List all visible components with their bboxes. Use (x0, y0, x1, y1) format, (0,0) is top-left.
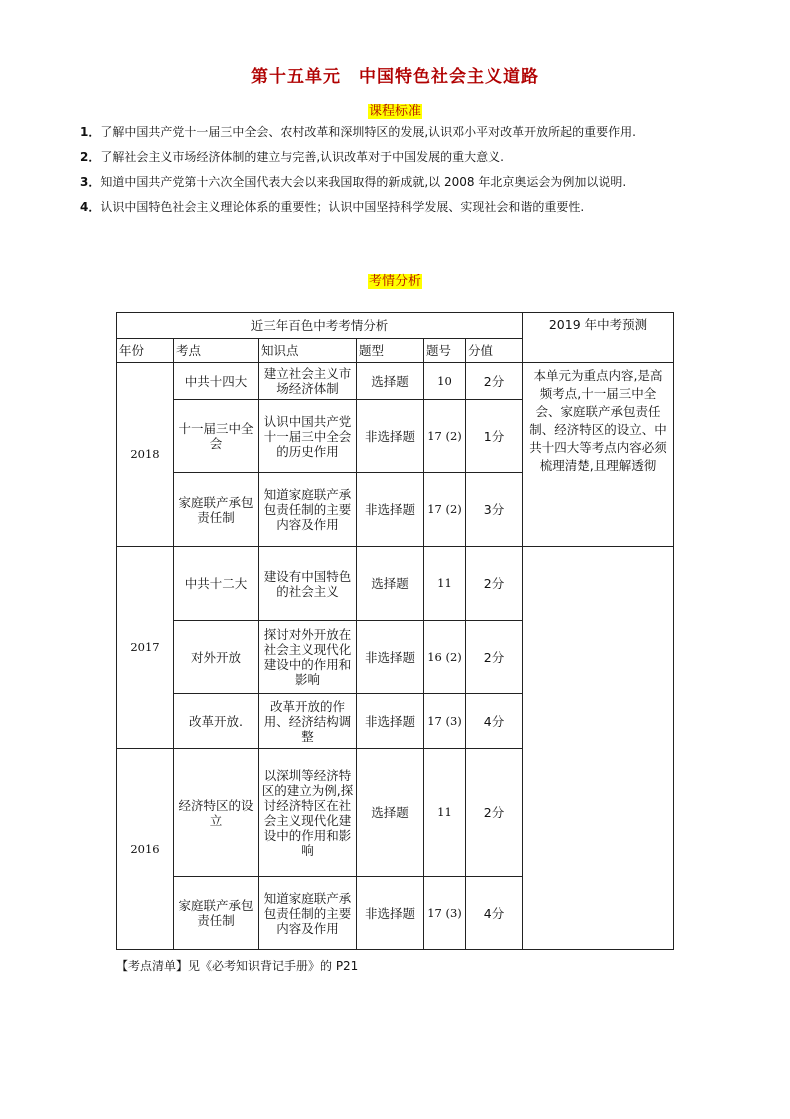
point-cell: 经济特区的设立 (174, 749, 259, 877)
number-cell: 17 (3) (424, 877, 466, 950)
score-cell: 2分 (466, 547, 523, 621)
point-cell: 家庭联产承包责任制 (174, 473, 259, 547)
score-cell: 2分 (466, 749, 523, 877)
knowledge-cell: 认识中国共产党十一届三中全会的历史作用 (259, 400, 357, 473)
type-cell: 选择题 (357, 363, 424, 400)
col-score: 分值 (466, 339, 523, 363)
number-cell: 16 (2) (424, 621, 466, 694)
number-cell: 17 (2) (424, 473, 466, 547)
type-cell: 非选择题 (357, 473, 424, 547)
table-row (117, 547, 674, 621)
number-cell: 11 (424, 749, 466, 877)
standard-item-3: 3．知道中国共产党第十六次全国代表大会以来我国取得的新成就,以 2008 年北京奥运会为例加以说明. (80, 175, 627, 189)
unit-title: 第十五单元 中国特色社会主义道路 (251, 67, 539, 87)
prediction-blank (523, 547, 674, 950)
knowledge-cell: 建立社会主义市场经济体制 (259, 363, 357, 400)
score-cell: 3分 (466, 473, 523, 547)
standards-heading: 课程标准 (368, 104, 421, 119)
year-cell: 2017 (117, 547, 174, 749)
knowledge-cell: 知道家庭联产承包责任制的主要内容及作用 (259, 473, 357, 547)
footer-note: 【考点清单】见《必考知识背记手册》的 P21 (116, 959, 359, 973)
year-cell: 2018 (117, 363, 174, 547)
col-type: 题型 (357, 339, 424, 363)
knowledge-cell: 以深圳等经济特区的建立为例,探讨经济特区在社会主义现代化建设中的作用和影响 (259, 749, 357, 877)
type-cell: 非选择题 (357, 694, 424, 749)
knowledge-cell: 建设有中国特色的社会主义 (259, 547, 357, 621)
knowledge-cell: 知道家庭联产承包责任制的主要内容及作用 (259, 877, 357, 950)
standard-item-4: 4．认识中国特色社会主义理论体系的重要性；认识中国坚持科学发展、实现社会和谐的重要性. (80, 200, 585, 214)
type-cell: 非选择题 (357, 400, 424, 473)
prediction-text: 本单元为重点内容,是高频考点,十一届三中全会、家庭联产承包责任制、经济特区的设立、中共十四大等考点内容必须梳理清楚,且理解透彻 (523, 363, 674, 547)
number-cell: 17 (3) (424, 694, 466, 749)
knowledge-cell: 改革开放的作用、经济结构调整 (259, 694, 357, 749)
number-cell: 17 (2) (424, 400, 466, 473)
standard-item-2: 2．了解社会主义市场经济体制的建立与完善,认识改革对于中国发展的重大意义. (80, 150, 504, 164)
table-title: 近三年百色中考考情分析 (117, 313, 523, 339)
prediction-title: 2019 年中考预测 (523, 313, 674, 363)
point-cell: 对外开放 (174, 621, 259, 694)
analysis-heading: 考情分析 (368, 274, 421, 289)
type-cell: 非选择题 (357, 877, 424, 950)
score-cell: 2分 (466, 621, 523, 694)
type-cell: 选择题 (357, 547, 424, 621)
score-cell: 1分 (466, 400, 523, 473)
number-cell: 10 (424, 363, 466, 400)
point-cell: 家庭联产承包责任制 (174, 877, 259, 950)
point-cell: 中共十二大 (174, 547, 259, 621)
knowledge-cell: 探讨对外开放在社会主义现代化建设中的作用和影响 (259, 621, 357, 694)
score-cell: 2分 (466, 363, 523, 400)
score-cell: 4分 (466, 694, 523, 749)
score-cell: 4分 (466, 877, 523, 950)
analysis-table (116, 312, 674, 950)
point-cell: 十一届三中全会 (174, 400, 259, 473)
number-cell: 11 (424, 547, 466, 621)
col-point: 考点 (174, 339, 259, 363)
point-cell: 改革开放. (174, 694, 259, 749)
type-cell: 选择题 (357, 749, 424, 877)
type-cell: 非选择题 (357, 621, 424, 694)
col-year: 年份 (117, 339, 174, 363)
col-number: 题号 (424, 339, 466, 363)
point-cell: 中共十四大 (174, 363, 259, 400)
table-row (117, 363, 674, 400)
standard-item-1: 1．了解中国共产党十一届三中全会、农村改革和深圳特区的发展,认识邓小平对改革开放所起的重要作用. (80, 125, 636, 139)
col-knowledge: 知识点 (259, 339, 357, 363)
year-cell: 2016 (117, 749, 174, 950)
